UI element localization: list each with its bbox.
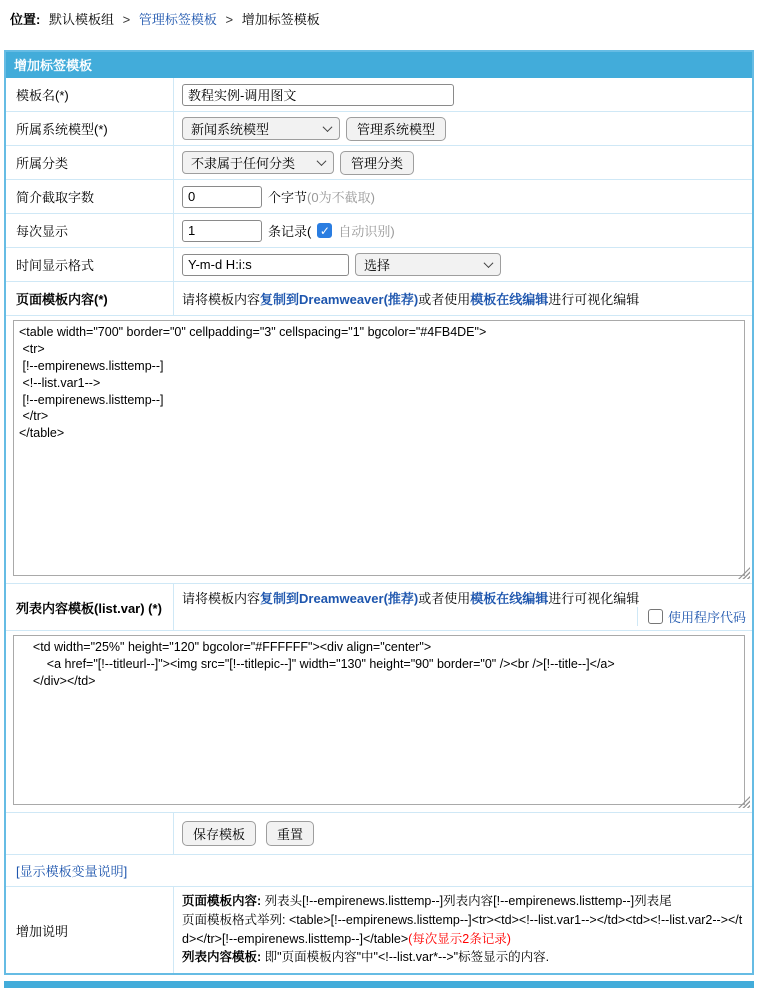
chevron-down-icon [484,258,494,268]
reset-button[interactable]: 重置 [266,821,314,846]
time-format-row [6,248,752,282]
tip-online-edit-link[interactable]: 模板在线编辑 [470,591,549,606]
breadcrumb [0,0,758,36]
notes-line-3 [182,948,744,967]
breadcrumb-separator: > [225,12,234,27]
tip-text: 请将模板内容 [182,292,261,307]
list-template-tip-row [6,584,752,631]
auto-detect-checkbox[interactable]: ✓ [317,223,332,238]
system-model-row [6,112,752,146]
chevron-down-icon [323,122,333,132]
notes-line-2-red-note: (每次显示2条记录) [408,931,511,946]
notes-line-1 [182,892,744,911]
tip-text: 或者使用 [418,591,471,606]
tip-text: 进行可视化编辑 [548,292,640,307]
list-template-textarea[interactable] [13,635,745,805]
template-name-label: 模板名(*) [6,78,174,111]
intro-length-input[interactable] [182,186,262,208]
chevron-down-icon [317,156,327,166]
empty-label-cell [6,813,174,854]
page-template-label: 页面模板内容(*) [6,282,174,315]
system-model-select[interactable] [182,117,340,140]
notes-row [6,887,752,973]
use-program-code-cell [637,607,752,626]
tip-online-edit-link[interactable]: 模板在线编辑 [470,292,549,307]
per-page-suffix: 条记录( [268,224,312,239]
notes-line-2 [182,911,744,949]
notes-line-1-title: 页面模板内容: [182,894,262,908]
page-template-textarea[interactable] [13,320,745,576]
auto-detect-label: 自动识别) [338,224,395,239]
time-format-input[interactable] [182,254,349,276]
notes-line-2-text: 页面模板格式举列: <table>[!--empirenews.listtemp--]<tr><td><!--list.var1--></td><td><!--list.var2--></td></tr>[!--empirenews.listtemp--]</table> [182,912,743,946]
manage-system-model-button[interactable]: 管理系统模型 [346,117,446,141]
add-tag-template-panel [4,50,754,975]
breadcrumb-prefix: 位置: [10,12,41,27]
tip-dreamweaver-link[interactable]: 复制到Dreamweaver(推荐) [260,591,419,606]
tip-text: 进行可视化编辑 [548,591,640,606]
category-selected-value: 不隶属于任何分类 [191,156,296,171]
template-name-row [6,78,752,112]
notes-line-3-text: 即"页面模板内容"中"<!--list.var*-->"标签显示的内容. [261,950,550,965]
show-template-vars-row [6,855,752,887]
intro-length-suffix: 个字节 [268,190,308,205]
breadcrumb-link-manage-tag-template[interactable]: 管理标签模板 [138,12,217,27]
breadcrumb-separator: > [122,12,131,27]
list-template-label: 列表内容模板(list.var) (*) [6,584,174,630]
page-template-tip-row [6,282,752,316]
tip-text: 或者使用 [418,292,471,307]
intro-length-note: (0为不截取) [307,190,375,205]
time-format-select[interactable] [355,253,501,276]
per-page-label: 每次显示 [6,214,174,247]
notes-line-1-text: 列表头[!--empirenews.listtemp--]列表内容[!--empirenews.listtemp--]列表尾 [261,894,672,908]
category-label: 所属分类 [6,146,174,179]
use-program-code-label: 使用程序代码 [667,610,746,625]
notes-line-3-title: 列表内容模板: [182,950,262,965]
show-template-vars-link[interactable]: [显示模板变量说明] [16,864,128,879]
per-page-input[interactable] [182,220,262,242]
save-template-button[interactable]: 保存模板 [182,821,256,846]
notes-label: 增加说明 [6,887,174,973]
breadcrumb-item-group: 默认模板组 [48,12,114,27]
breadcrumb-item-add-tag-template: 增加标签模板 [241,12,320,27]
page-template-content-row [6,316,752,584]
category-row [6,146,752,180]
panel-title: 增加标签模板 [6,52,752,78]
system-model-label: 所属系统模型(*) [6,112,174,145]
form-buttons-row [6,813,752,855]
use-program-code-checkbox[interactable] [648,609,663,624]
category-select[interactable] [182,151,334,174]
manage-category-button[interactable]: 管理分类 [340,151,414,175]
list-template-content-row [6,631,752,813]
intro-length-row [6,180,752,214]
tip-dreamweaver-link[interactable]: 复制到Dreamweaver(推荐) [260,292,419,307]
intro-length-label: 简介截取字数 [6,180,174,213]
time-format-label: 时间显示格式 [6,248,174,281]
bottom-divider-bar [4,981,754,988]
time-format-select-value: 选择 [364,258,391,273]
system-model-selected-value: 新闻系统模型 [191,122,270,137]
tip-text: 请将模板内容 [182,591,261,606]
template-name-input[interactable] [182,84,454,106]
per-page-row [6,214,752,248]
